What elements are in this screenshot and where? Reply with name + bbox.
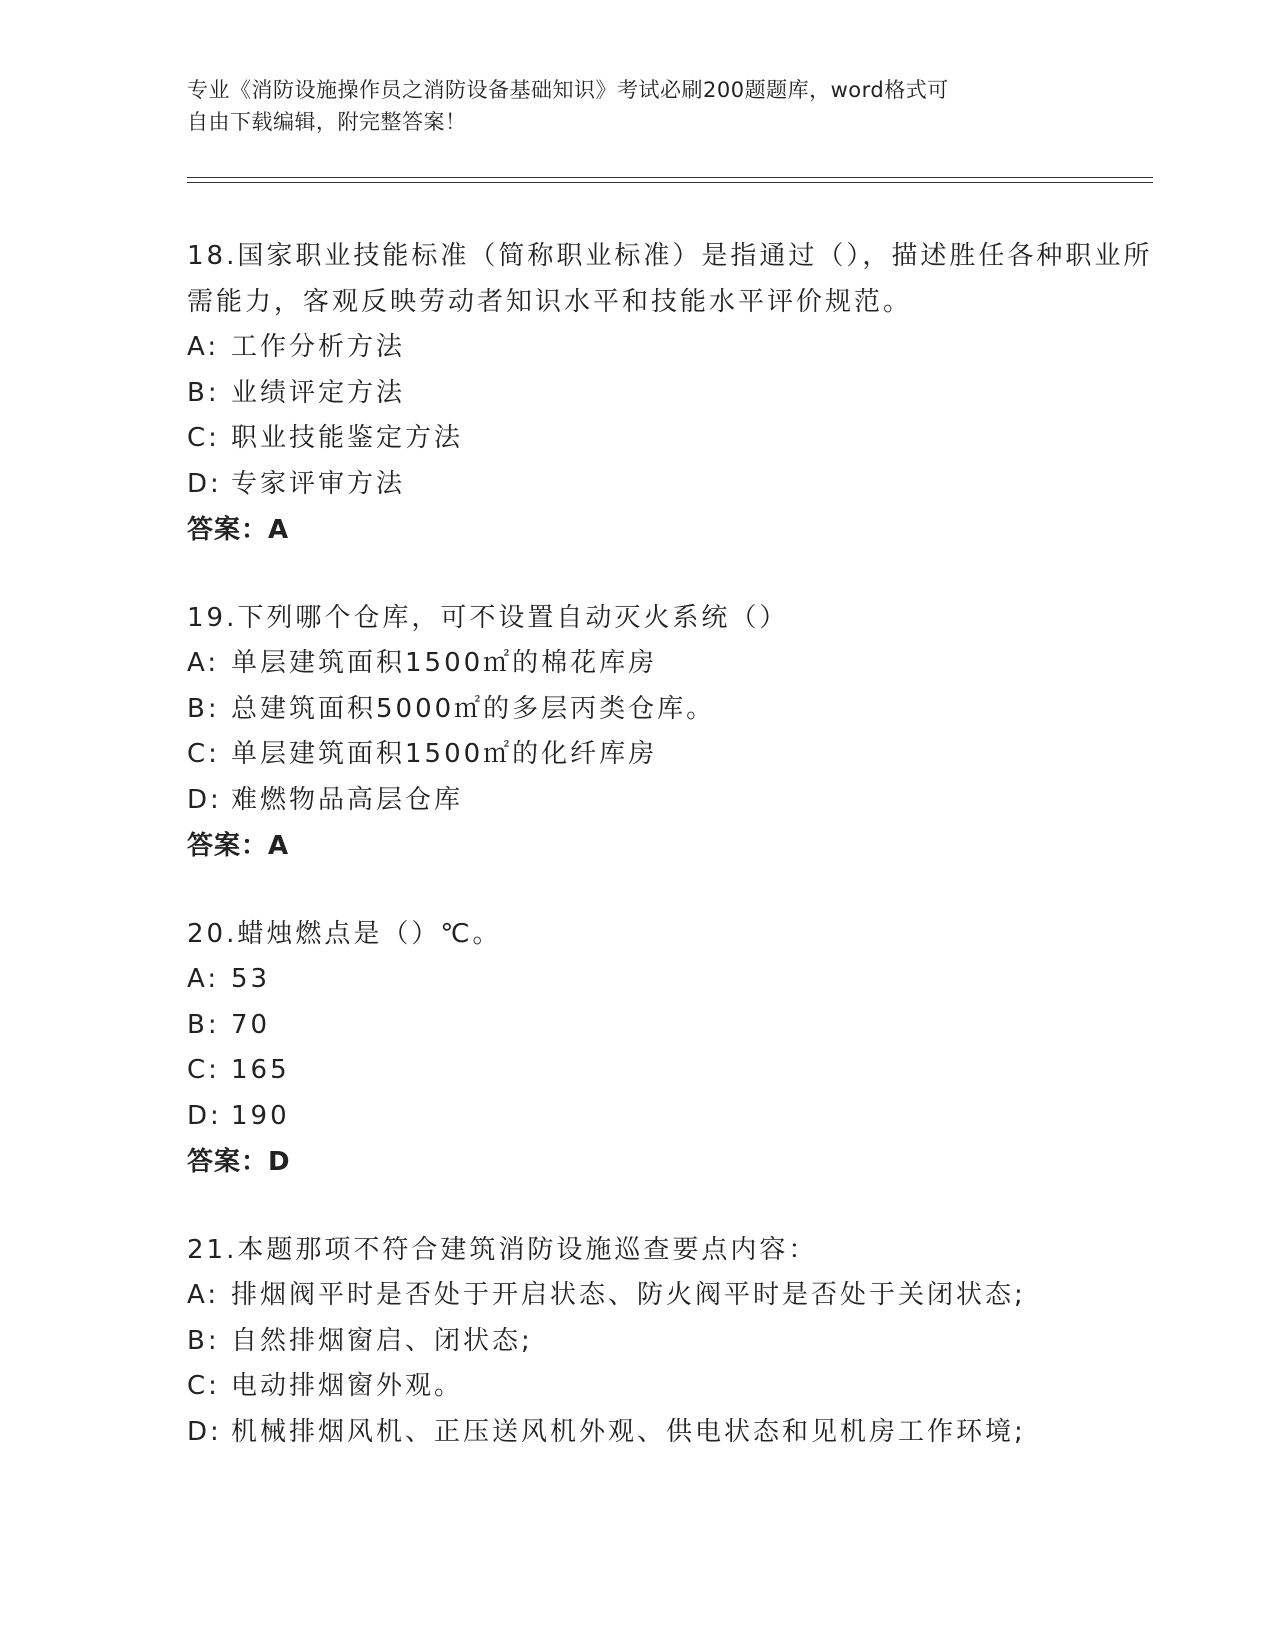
option-letter: D: xyxy=(187,468,222,499)
question-stem: 18.国家职业技能标准（简称职业标准）是指通过（），描述胜任各种职业所需能力，客观反映劳动者知识水平和技能水平评价规范。 xyxy=(187,241,1153,317)
option-text: 难燃物品高层仓库 xyxy=(231,784,464,815)
option-b xyxy=(187,1003,1167,1049)
option-text: 专家评审方法 xyxy=(231,468,406,499)
option-a xyxy=(187,641,1167,687)
option-text: 业绩评定方法 xyxy=(231,377,406,408)
option-letter: B: xyxy=(187,377,220,408)
option-a xyxy=(187,1273,1167,1319)
document-header xyxy=(187,74,1087,138)
option-d xyxy=(187,462,1167,508)
option-text: 53 xyxy=(231,964,271,994)
option-b xyxy=(187,687,1167,733)
option-text: 单层建筑面积1500㎡的棉花库房 xyxy=(231,648,658,678)
option-d xyxy=(187,1410,1167,1456)
question-stem: 20.蜡烛燃点是（）℃。 xyxy=(187,919,502,949)
question-stem: 19.下列哪个仓库，可不设置自动灭火系统（） xyxy=(187,603,789,633)
option-letter: D: xyxy=(187,784,222,815)
question-list xyxy=(187,233,1167,1497)
option-d xyxy=(187,778,1167,824)
option-letter: B: xyxy=(187,1009,220,1040)
header-divider-bottom xyxy=(187,182,1153,183)
option-text: 单层建筑面积1500㎡的化纤库房 xyxy=(231,739,658,769)
option-c xyxy=(187,732,1167,778)
option-text: 总建筑面积5000㎡的多层丙类仓库。 xyxy=(231,693,716,724)
option-letter: C: xyxy=(187,1371,220,1401)
option-text: 190 xyxy=(231,1100,290,1131)
option-text: 165 xyxy=(231,1055,290,1085)
header-line-1: 专业《消防设施操作员之消防设备基础知识》考试必刷200题题库，word格式可 xyxy=(187,78,949,102)
option-letter: D: xyxy=(187,1416,222,1447)
question-stem: 21.本题那项不符合建筑消防设施巡查要点内容： xyxy=(187,1235,818,1265)
answer-label: 答案：A xyxy=(187,831,290,861)
option-b xyxy=(187,371,1167,417)
option-c xyxy=(187,1048,1167,1094)
option-letter: D: xyxy=(187,1100,222,1131)
option-letter: A: xyxy=(187,1280,220,1310)
answer-label: 答案：D xyxy=(187,1147,291,1177)
option-text: 70 xyxy=(231,1009,271,1040)
option-letter: C: xyxy=(187,1055,220,1085)
option-text: 工作分析方法 xyxy=(231,332,406,362)
option-c xyxy=(187,416,1167,462)
option-a xyxy=(187,325,1167,371)
question-18 xyxy=(187,233,1167,553)
option-letter: A: xyxy=(187,332,220,362)
question-20 xyxy=(187,911,1167,1185)
option-letter: A: xyxy=(187,648,220,678)
option-c xyxy=(187,1364,1167,1410)
option-letter: C: xyxy=(187,739,220,769)
option-b xyxy=(187,1319,1167,1365)
question-19 xyxy=(187,595,1167,869)
option-letter: A: xyxy=(187,964,220,994)
option-letter: B: xyxy=(187,1325,220,1356)
option-letter: C: xyxy=(187,423,220,453)
option-text: 职业技能鉴定方法 xyxy=(231,423,464,453)
option-text: 排烟阀平时是否处于开启状态、防火阀平时是否处于关闭状态; xyxy=(231,1280,1026,1310)
answer-label: 答案：A xyxy=(187,515,290,545)
option-text: 自然排烟窗启、闭状态; xyxy=(231,1325,533,1356)
option-text: 电动排烟窗外观。 xyxy=(231,1371,464,1401)
option-a xyxy=(187,957,1167,1003)
option-text: 机械排烟风机、正压送风机外观、供电状态和见机房工作环境; xyxy=(231,1416,1026,1447)
header-divider-top xyxy=(187,177,1153,178)
option-d xyxy=(187,1094,1167,1140)
question-21 xyxy=(187,1227,1167,1455)
header-line-2: 自由下载编辑，附完整答案！ xyxy=(187,110,467,134)
option-letter: B: xyxy=(187,693,220,724)
